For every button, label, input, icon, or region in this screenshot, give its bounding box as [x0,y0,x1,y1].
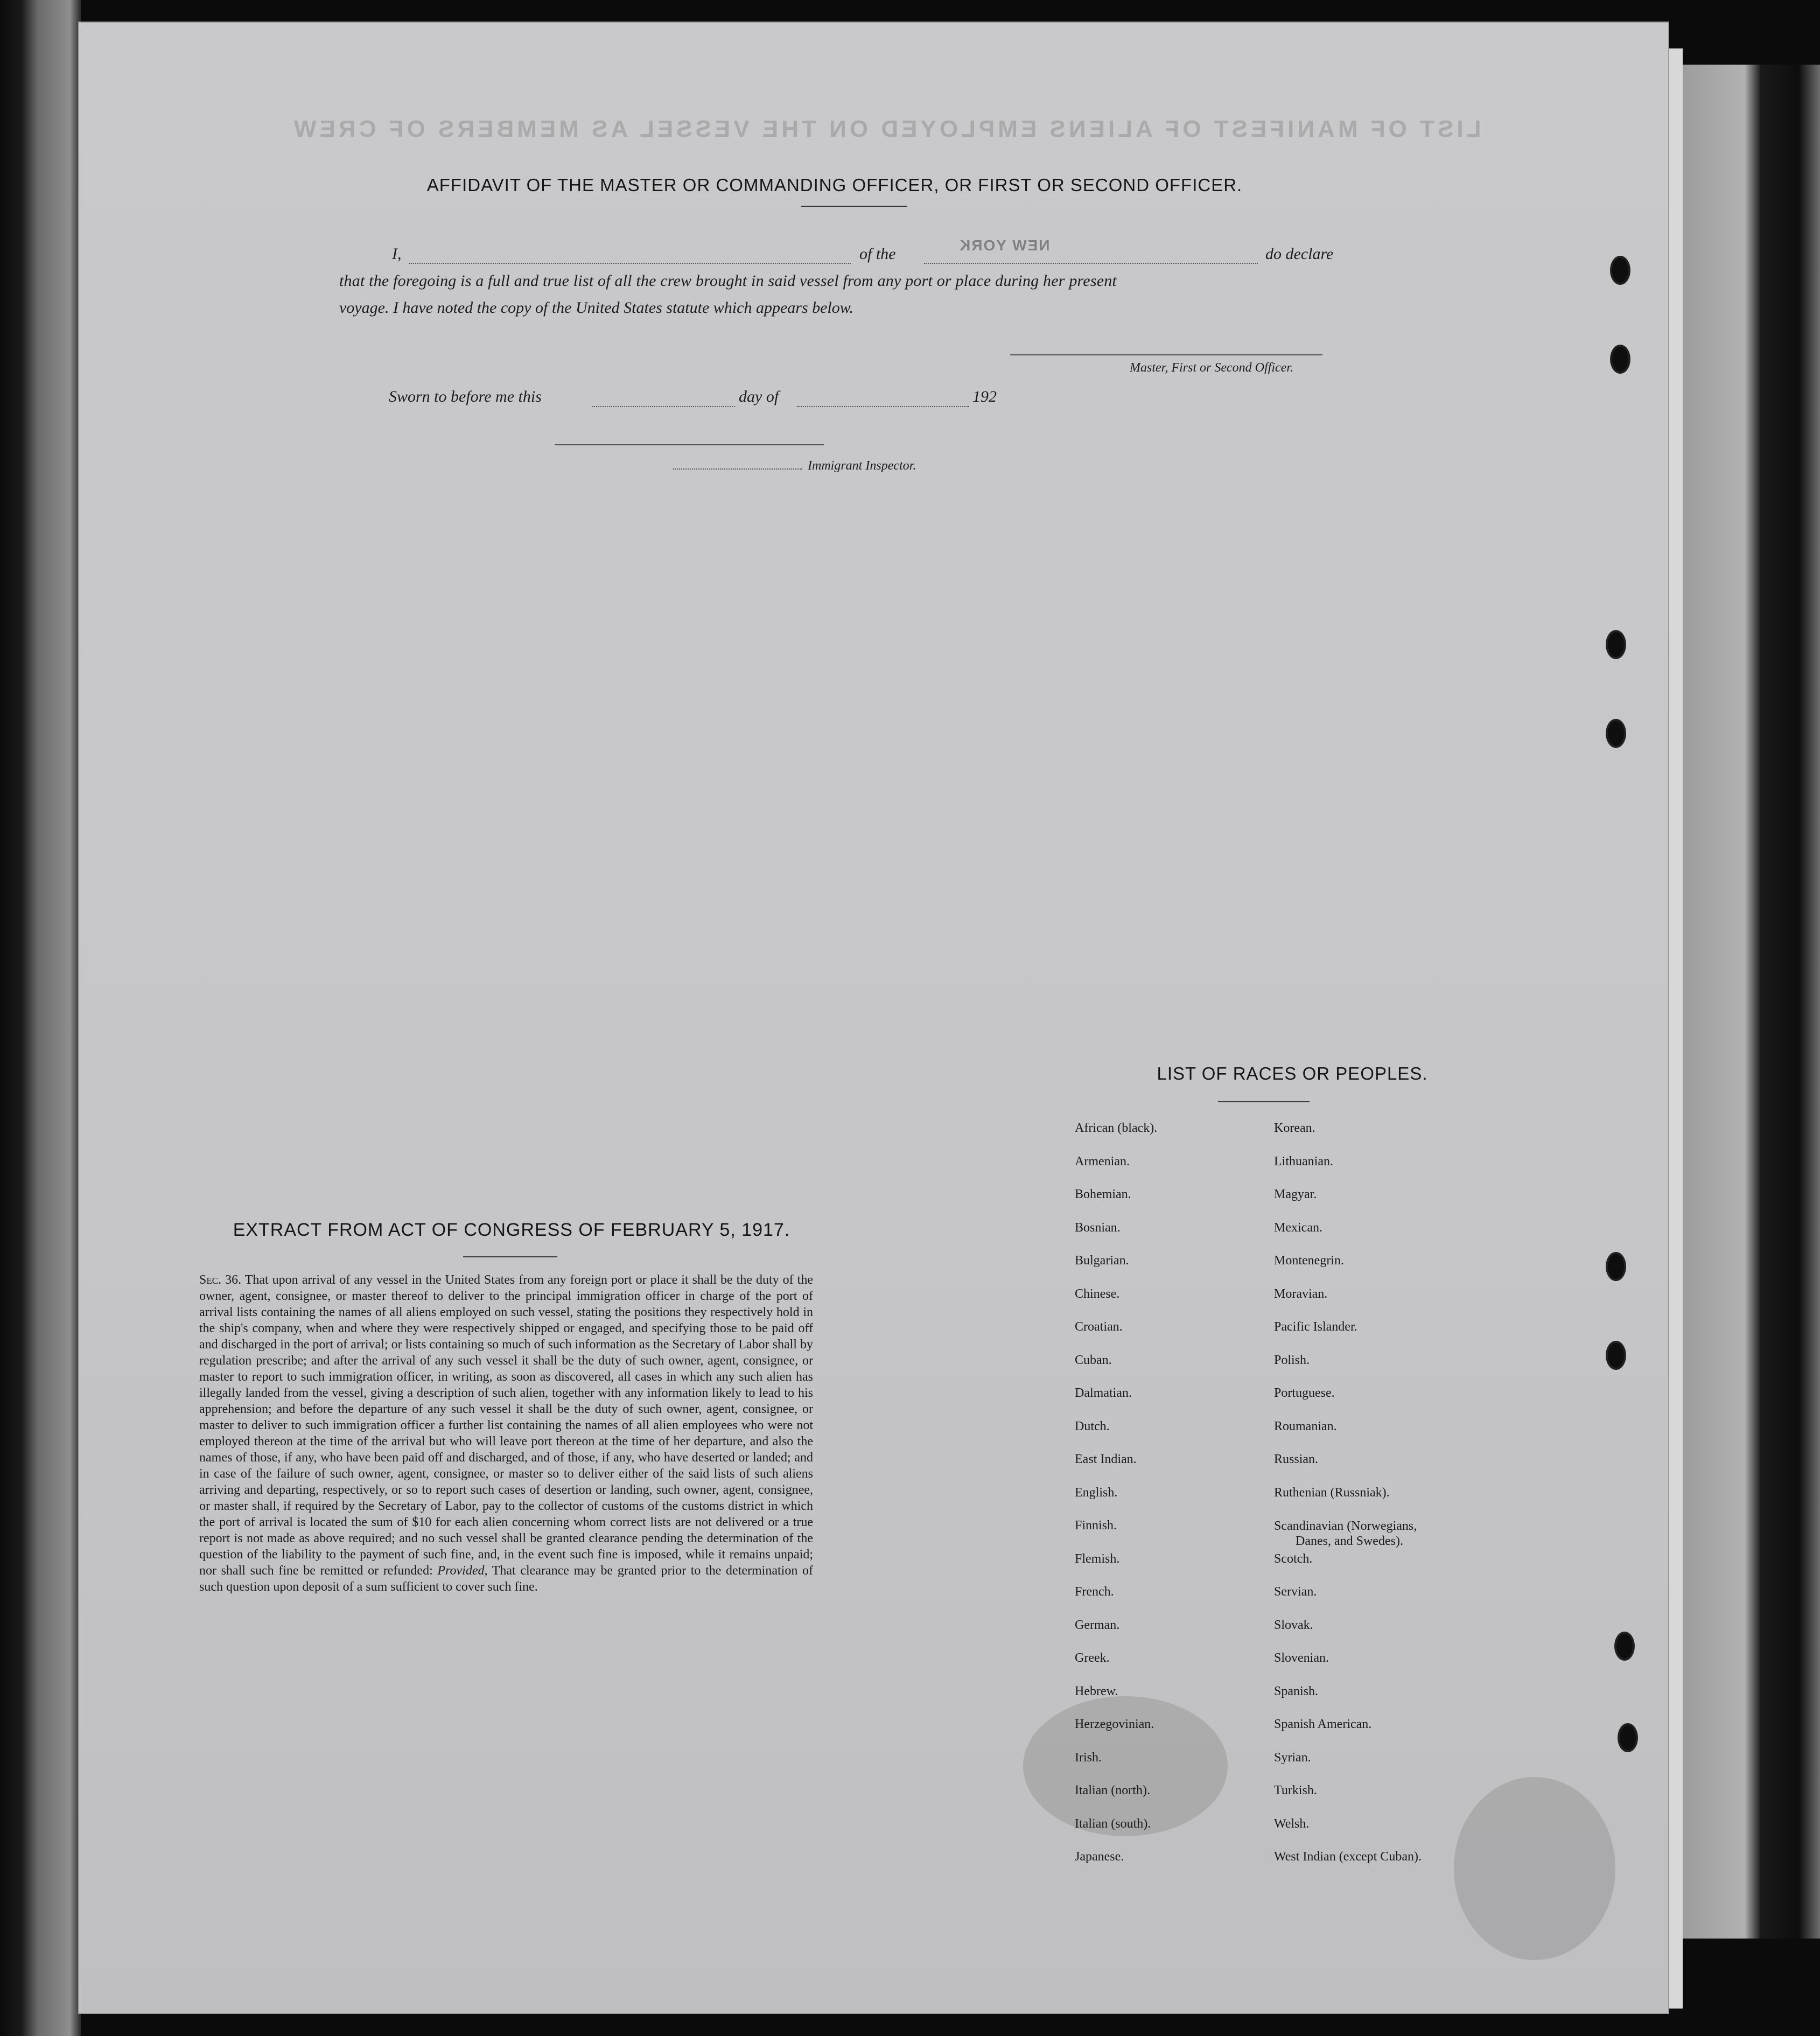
race-item: Portuguese. [1274,1386,1335,1400]
race-item: Spanish. [1274,1684,1319,1698]
statute-body-1: That upon arrival of any vessel in the United States from any foreign port or place it shall be the duty of the owner, agent, consignee, or master thereof to deliver to the principal immigration officer in charge of the port of arrival lists containing the names of all aliens employed on such vessel, stating the positions they respectively hold in the ship's company, when and where they were respectively shipped or engaged, and specifying those to be paid off and discharged in the port of arrival; or lists containing so much of such information as the Secretary of Labor shall by regulation prescribe; and after the arrival of any such vessel it shall be the duty of such owner, agent, consignee, or master to report to such immigration officer, in writing, as soon as discovered, all cases in which any such alien has illegally landed from the vessel, giving a description of such alien, together with any information likely to lead to his apprehension; and before the departure of any such vessel it shall be the duty of such owner, agent, consignee, or master to deliver to such immigration officer a further list containing the names of all alien employees who were not employed thereon at the time of the arrival but who will leave port thereon at the time of her departure, and also the names of those, if any, who have been paid off and discharged, and of those, if any, who have deserted or landed; and in case of the failure of such owner, agent, consignee, or master so to deliver either of the said lists of such aliens arriving and departing, respectively, or so to report such cases of desertion or landing, such owner, agent, consignee, or master shall, if required by the Secretary of Labor, pay to the collector of customs of the customs district in which the port of arrival is located the sum of $10 for each alien concerning whom correct lists are not delivered or a true report is not made as above required; and no such vessel shall be granted clearance pending the determination of the question of the liability to the payment of such fine, and, in the event such fine is imposed, while it remains unpaid; nor shall such fine be remitted or refunded: [199,1273,814,1578]
race-item: Finnish. [1075,1519,1117,1533]
race-item: Ruthenian (Russniak). [1274,1485,1390,1500]
punch-hole [1606,719,1626,748]
signature-caption: Master, First or Second Officer. [1130,361,1293,375]
race-item: Mexican. [1274,1220,1322,1235]
race-item: Slovak. [1274,1618,1313,1632]
race-item: Italian (south). [1075,1816,1151,1831]
race-item: Cuban. [1075,1353,1112,1367]
signature-line[interactable] [1010,354,1322,355]
inspector-line[interactable] [555,444,824,445]
name-blank[interactable] [409,263,851,264]
race-item: Polish. [1274,1353,1310,1367]
adjacent-page-left-edge [0,0,81,2036]
race-item: French. [1075,1585,1114,1599]
race-item: African (black). [1075,1121,1158,1135]
vessel-blank[interactable] [924,263,1258,264]
adjacent-page-right-edge [1658,65,1820,1939]
inspector-dots [673,468,802,470]
race-item: Bosnian. [1075,1220,1121,1235]
race-item: Slovenian. [1274,1651,1329,1665]
race-item: Russian. [1274,1452,1319,1466]
provided-word: Provided, [437,1564,488,1578]
bleed-through-header: LIST OF MANIFEST OF ALIENS EMPLOYED ON THE VESSEL AS MEMBERS OF CREW [291,116,1481,142]
race-item: East Indian. [1075,1452,1137,1466]
race-item: Scotch. [1274,1551,1313,1566]
race-item: Hebrew. [1075,1684,1118,1698]
race-item: Flemish. [1075,1551,1120,1566]
section-label: Sec. 36. [199,1273,242,1287]
title-underline [801,206,907,207]
affidavit-do-declare: do declare [1265,245,1334,263]
race-item: Pacific Islander. [1274,1320,1357,1334]
race-item: Chinese. [1075,1286,1120,1301]
race-item: Italian (north). [1075,1783,1150,1797]
day-blank[interactable] [592,406,735,407]
race-item: English. [1075,1485,1118,1500]
race-item: Irish. [1075,1750,1102,1765]
races-underline [1218,1101,1310,1102]
race-item: Bohemian. [1075,1187,1131,1201]
sworn-year: 192 [972,388,997,405]
race-item: Montenegrin. [1274,1254,1344,1268]
race-item: Dalmatian. [1075,1386,1132,1400]
race-item: Armenian. [1075,1154,1130,1169]
race-item: Bulgarian. [1075,1254,1129,1268]
extract-underline [463,1256,557,1257]
race-item: Magyar. [1274,1187,1317,1201]
punch-hole [1614,1632,1635,1661]
punch-hole [1610,256,1630,285]
page-edge [1669,48,1683,2009]
punch-hole [1606,1252,1626,1281]
race-item: Greek. [1075,1651,1110,1665]
races-left-column [1075,1121,1301,1883]
races-title: LIST OF RACES OR PEOPLES. [1157,1064,1428,1083]
race-item: German. [1075,1618,1120,1632]
race-item: Herzegovinian. [1075,1717,1154,1731]
affidavit-line2: that the foregoing is a full and true list of all the crew brought in said vessel from any port or place during her present [339,272,1117,290]
extract-title: EXTRACT FROM ACT OF CONGRESS OF FEBRUARY 5, 1917. [233,1220,790,1240]
race-item [1274,1519,1500,1552]
punch-hole [1606,1341,1626,1370]
race-item-continuation: Danes, and Swedes). [1296,1534,1403,1548]
race-item: Lithuanian. [1274,1154,1333,1169]
race-item: Servian. [1274,1585,1317,1599]
punch-hole [1606,630,1626,659]
affidavit-of-the: of the [859,245,896,263]
race-item: Dutch. [1075,1419,1110,1433]
affidavit-line3: voyage. I have noted the copy of the United States statute which appears below. [339,299,854,317]
race-item: Syrian. [1274,1750,1311,1765]
month-blank[interactable] [797,406,969,407]
race-item: Japanese. [1075,1850,1124,1864]
race-item: Croatian. [1075,1320,1123,1334]
punch-hole [1618,1723,1638,1752]
punch-hole [1610,345,1630,374]
race-item: Moravian. [1274,1286,1328,1301]
inspector-caption: Immigrant Inspector. [808,459,916,473]
race-item: Welsh. [1274,1816,1310,1831]
statute-text [199,1272,813,1595]
affidavit-i: I, [392,245,402,263]
sworn-day-of: day of [739,388,779,405]
vessel-stamp: NEW YORK [958,237,1050,254]
race-item: Korean. [1274,1121,1315,1135]
race-item: West Indian (except Cuban). [1274,1850,1422,1864]
race-item: Spanish American. [1274,1717,1372,1731]
race-item: Turkish. [1274,1783,1317,1797]
race-item: Roumanian. [1274,1419,1337,1433]
affidavit-title: AFFIDAVIT OF THE MASTER OR COMMANDING OFFICER, OR FIRST OR SECOND OFFICER. [426,175,1243,195]
race-item-line1: Scandinavian (Norwegians, [1274,1519,1417,1533]
sworn-prefix: Sworn to before me this [389,388,542,405]
races-right-column [1274,1121,1500,1883]
statute-body-2: That clearance may be granted prior to the determination of such question upon deposit of a sum sufficient to cover such fine. [199,1564,813,1594]
